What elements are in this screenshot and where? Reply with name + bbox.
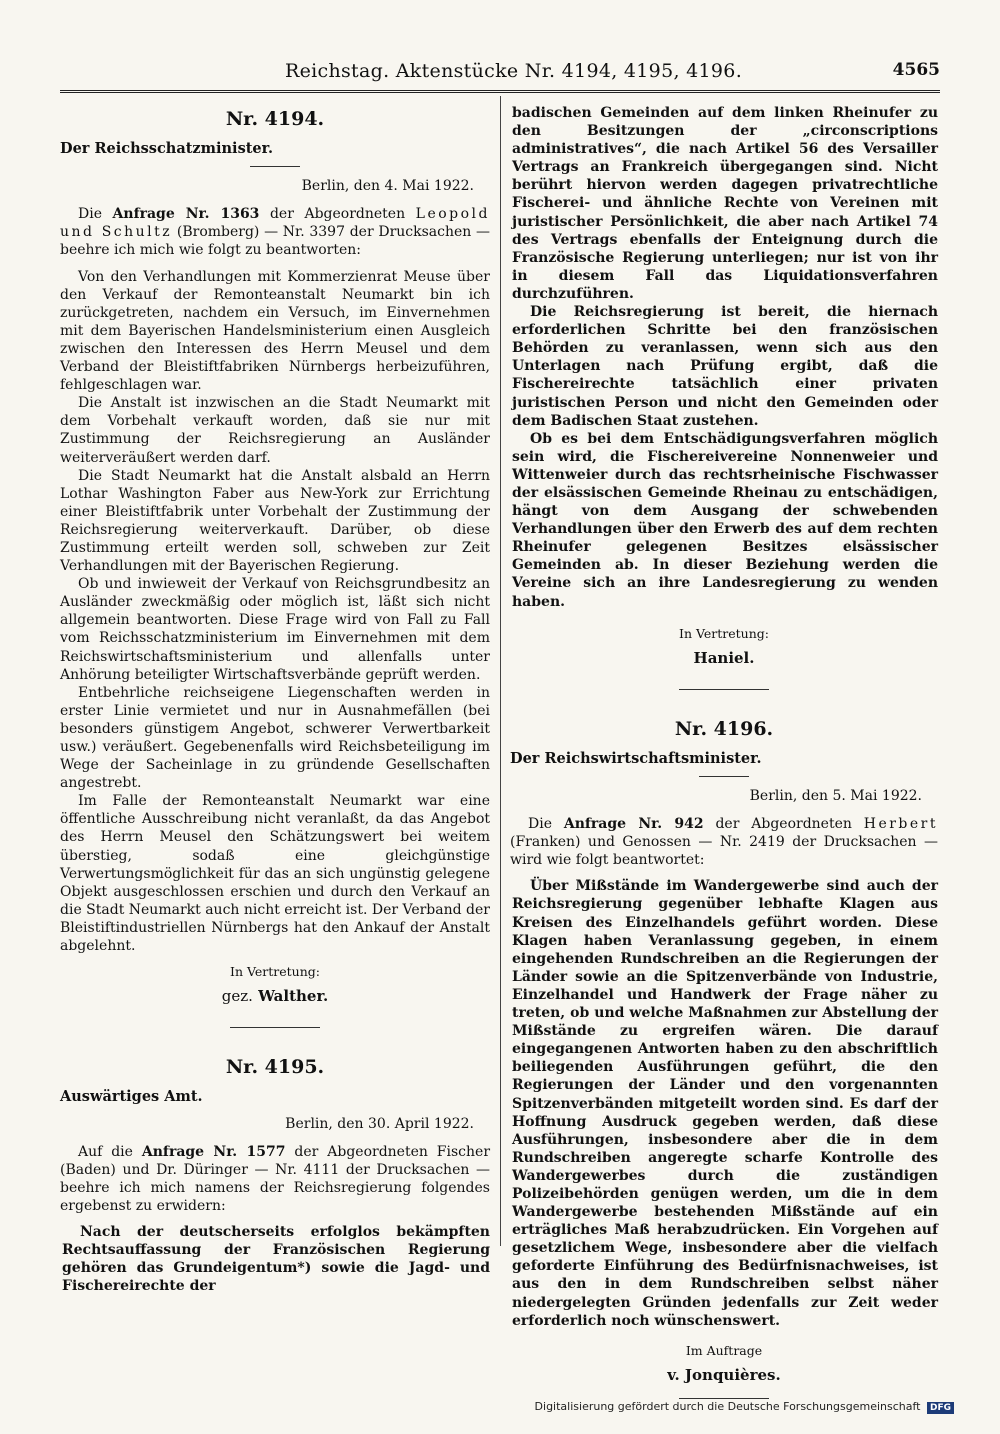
paragraph: Über Mißstände im Wandergewerbe sind auch der Reichsregierung gegenüber lebhafte Klagen aus Kreisen des Einzelhandels geführt worden. Diese Klagen haben Veranlassung gegeben, in einem eingehenden Rundschreiben an die Regierungen der Länder sowie an die Spitzenverbände von Industrie, Einzelhandel und Handwerk der Frage näher zu treten, ob und welche Maßnahmen zur Abstellung der Mißstände zu ergreifen wären. Die darauf eingegangenen Antworten haben zu den abschriftlich beiliegenden Ausführungen geführt, die den Regierungen der Länder und den vorgenannten Spitzenverbänden mitgeteilt worden sind. Es darf der Hoffnung Ausdruck gegeben werden, daß diese Ausführungen, insbesondere aber die in dem Rundschreiben angeregte scharfe Kontrolle des Wandergewerbes durch die zuständigen Polizeibehörden genügen werden, um die in dem Wandergewerbe bestehenden Mißstände auf ein erträgliches Maß herabzudrücken. Ein Vorgehen auf gesetzlichem Wege, insbesondere aber die vielfach geforderte Einführung des Bedürfnisnachweises, ist aus den in dem Rundschreiben selbst näher niedergelegten Gründen jedenfalls zur Zeit weder erforderlich noch wünschenswert. [512,878,938,1329]
doc-4195-number: Nr. 4195. [225,1056,325,1079]
intro-text: Auf die [78,1143,133,1160]
doc-4195-intro [60,1143,490,1215]
divider [250,166,300,167]
paragraph: Ob es bei dem Entschädigungsverfahren möglich sein wird, die Fischereivereine Nonnenweier und Wittenweier durch das rechtsrheinische Fischwasser der elsässischen Gemeinde Rheinau zu entschädigen, hängt von dem Ausgang der schwebenden Verhandlungen über den Erwerb des auf dem rechten Rheinufer gelegenen Besitzes elsässischer Gemeinden ab. In dieser Beziehung werden die Vereine sich an ihre Landesregierung zu wenden haben. [512,430,938,610]
intro-text: Die [528,816,552,833]
doc-4194-date: Berlin, den 4. Mai 1922. [301,178,474,195]
query-reference: Anfrage Nr. 1363 [112,206,260,223]
signature [60,987,490,1005]
header-rule [60,90,940,93]
doc-4195-answer-start [60,1223,490,1295]
paragraph: Die Stadt Neumarkt hat die Anstalt alsbald an Herrn Lothar Washington Faber aus New-York zur Errichtung einer Bleistiftfabrik unter Vorbehalt der Zustimmung der Reichsregierung weiterverkauft. Darüber, ob diese Zustimmung erteilt werden soll, schweben zur Zeit Verhandlungen mit der Bayerischen Regierung. [60,467,490,575]
intro-text: der Abgeordneten [269,206,406,223]
divider [679,689,769,690]
dfg-logo: DFG [927,1402,954,1414]
page-header [60,60,940,94]
paragraph: Nach der deutscherseits erfolglos bekämpften Rechtsauffassung der Französischen Regierung gehören das Grundeigentum*) sowie die Jagd- und Fischereirechte der [62,1223,490,1295]
doc-4196-number: Nr. 4196. [674,717,774,740]
intro-text: der Abgeordneten Fischer (Baden) und Dr. Düringer — Nr. 4111 der Drucksachen — beehre ich mich namens der Reichsregierung folgendes ergebenst zu erwidern: [60,1143,491,1214]
doc-4196-sender: Der Reichswirtschaftsminister. [510,749,762,767]
signature-prefix: gez. [221,987,253,1006]
intro-text: der Abgeordneten [715,816,852,833]
deputy-names: Herbert [863,816,939,833]
paragraph: Die Reichsregierung ist bereit, die hiernach erforderlichen Schritte bei den französischen Behörden zu veranlassen, wenn sich aus den Unterlagen nach Prüfung ergibt, daß die Fischereirechte tatsächlich einer privaten juristischen Person und nicht den Gemeinden oder dem Badischen Staat zustehen. [512,304,938,429]
divider [230,1027,320,1028]
signature-name: v. Jonquières. [667,1365,781,1384]
signature-label: Im Auftrage [685,1342,763,1358]
intro-text: Die [78,206,102,223]
signature-name: Walther. [258,987,329,1006]
paragraph: Entbehrliche reichseigene Liegenschaften werden in erster Linie vermietet und nur in Ausnahmefällen (bei besonders günstigem Angebot, schwerer Verwertbarkeit usw.) veräußert. Gegebenenfalls wird Reichsbeteiligung im Wege der Sacheinlage in zu gründende Gesellschaften angestrebt. [60,684,490,792]
intro-text: (Bromberg) — Nr. 3397 der Drucksachen — beehre ich mich wie folgt zu beantworten: [60,224,491,259]
paragraph: Im Falle der Remonteanstalt Neumarkt war eine öffentliche Ausschreibung nicht veranlaßt, da das Angebot des Herrn Meusel den Schätzungswert bei weitem überstieg, sodaß eine gleichgünstige Verwertungsmöglichkeit für das an sich ungünstig gelegene Objekt ausgeschlossen erschien und durch den Verkauf an die Stadt Neumarkt auch nicht erreicht ist. Der Verband der Bleistiftindustriellen Nürnbergs hat den Ankauf der Anstalt abgelehnt. [60,793,490,955]
doc-4195-date: Berlin, den 30. April 1922. [285,1115,474,1132]
paragraph: badischen Gemeinden auf dem linken Rheinufer zu den Besitzungen der „circonscriptions administratives“, die nach Artikel 56 des Versailler Vertrags an Frankreich übergegangen sind. Nicht berührt hiervon werden dagegen privatrechtliche Fischerei- und ähnliche Rechte von Vereinen mit juristischer Persönlichkeit, die aber nach Artikel 74 des Vertrags ebenfalls der Enteignung durch die Französische Regierung unterliegen; nur ist von ihr in diesem Fall das Liquidationsverfahren durchzuführen. [512,105,938,302]
doc-4195-sender: Auswärtiges Amt. [60,1088,203,1106]
doc-4194-sender: Der Reichsschatzminister. [60,140,274,158]
doc-4194-intro [60,205,490,259]
intro-text: (Franken) und Genossen — Nr. 2419 der Drucksachen — wird wie folgt beantwortet: [510,834,938,869]
doc-4195-answer-continued [510,104,938,611]
doc-4196-intro [510,815,938,869]
column-divider [500,96,501,1246]
signature-label: In Vertretung: [230,964,320,980]
query-reference: Anfrage Nr. 1577 [141,1143,286,1160]
paragraph: Die Anstalt ist inzwischen an die Stadt Neumarkt mit dem Vorbehalt verkauft worden, daß sie nur mit Zustimmung der Reichsregierung an Ausländer weiterveräußert werden darf. [60,395,490,466]
doc-4194-number: Nr. 4194. [225,108,325,130]
right-column [510,104,938,1429]
paragraph: Von den Verhandlungen mit Kommerzienrat Meuse über den Verkauf der Remonteanstalt Neumarkt bin ich zurückgetreten, nachdem ein Versuch, im Einvernehmen mit dem Bayerischen Handelsministerium einen Ausgleich zwischen den Interessen des Herrn Meusel und dem Verband der Bleistiftfabriken Nürnbergs herbeizuführen, fehlgeschlagen war. [60,268,490,394]
deputy-names: Leopold und Schultz [60,206,490,241]
divider [679,1398,769,1399]
page-number: 4565 [892,60,940,80]
signature-name: Haniel. [693,648,755,667]
doc-4196-answer [510,877,938,1329]
doc-4196-date: Berlin, den 5. Mai 1922. [749,788,922,804]
left-column [60,104,490,1295]
divider [699,776,749,777]
query-reference: Anfrage Nr. 942 [563,816,704,833]
footer-credit [535,1400,954,1414]
header-title: Reichstag. Aktenstücke Nr. 4194, 4195, 4196. [285,60,743,82]
signature-label: In Vertretung: [679,625,769,641]
footer-text: Digitalisierung gefördert durch die Deutsche Forschungsgemeinschaft [534,1400,921,1413]
paragraph: Ob und inwieweit der Verkauf von Reichsgrundbesitz an Ausländer zweckmäßig oder möglich ist, läßt sich nicht allgemein beantworten. Diese Frage wird von Fall zu Fall vom Reichsschatzministerium im Einvernehmen mit dem Reichswirtschaftsministerium und allenfalls unter Anhörung beteiligter Wirtschaftsverbände geprüft werden. [60,576,490,683]
